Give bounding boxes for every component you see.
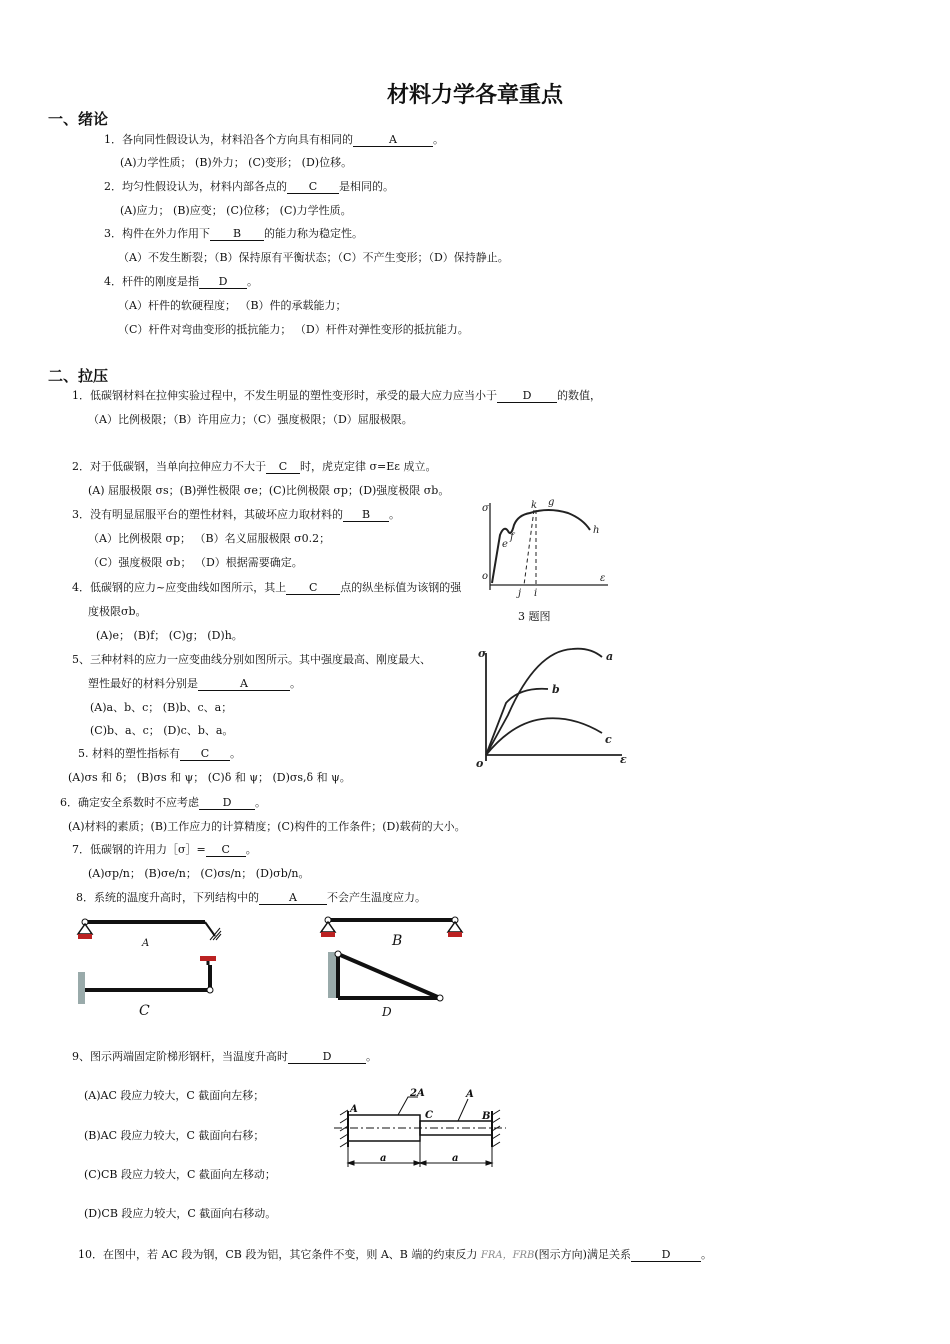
q2-1-options: （A）比例极限；（B）许用应力；（C）强度极限；（D）屈服极限。 xyxy=(88,413,413,426)
q2-5-line2: 塑性最好的材料分别是 A 。 xyxy=(88,677,301,690)
fig8-label-d: D xyxy=(382,1005,392,1019)
q1-3-options: （A）不发生断裂；（B）保持原有平衡状态；（C）不产生变形；（D）保持静止。 xyxy=(118,251,509,264)
q2-2: 2．对于低碳钢，当单向拉伸应力不大于 C 时，虎克定律 σ=Eε 成立。 xyxy=(72,460,437,473)
fig5-c-label: c xyxy=(605,733,612,746)
fig9-label-a2: a xyxy=(452,1153,459,1164)
fig8-label-a: A xyxy=(142,938,150,949)
q2-5: 5、三种材料的应力一应变曲线分别如图所示。其中强度最高、刚度最大、 xyxy=(72,653,431,666)
q2-6-options: (A)σs 和 δ； (B)σs 和 ψ； (C)δ 和 ψ； (D)σs,δ 和 ψ。 xyxy=(68,771,351,784)
fig5-a-label: a xyxy=(606,650,614,663)
q2-5-options-2: (C)b、a、c； (D)c、b、a。 xyxy=(90,724,234,737)
q2-4: 4．低碳钢的应力~应变曲线如图所示，其上 C 点的纵坐标值为该钢的强 xyxy=(72,581,462,594)
q2-6: 5. 材料的塑性指标有 C 。 xyxy=(78,747,241,760)
q1-3: 3．构件在外力作用下 B 的能力称为稳定性。 xyxy=(104,227,363,240)
q2-5-options-1: (A)a、b、c； (B)b、c、a； xyxy=(90,701,233,714)
q2-2-options: (A) 屈服极限 σs；(B)弹性极限 σe；(C)比例极限 σp；(D)强度极限 σb。 xyxy=(88,484,450,497)
q1-4-options-1: （A）杆件的软硬程度； （B）件的承载能力； xyxy=(118,299,347,312)
fig9-label-a-left: A xyxy=(350,1104,358,1115)
fig5-eps-label: ε xyxy=(620,753,627,766)
fig9-label-a1: a xyxy=(380,1153,387,1164)
q2-7: 6．确定安全系数时不应考虑 D 。 xyxy=(60,796,266,809)
q1-4: 4．杆件的刚度是指 D 。 xyxy=(104,275,258,288)
q1-4-options-2: （C）杆件对弯曲变形的抵抗能力； （D）杆件对弹性变形的抵抗能力。 xyxy=(118,323,469,336)
fig9-label-b: B xyxy=(482,1111,491,1122)
q2-9: 8．系统的温度升高时，下列结构中的 A 不会产生温度应力。 xyxy=(76,891,426,904)
q2-10-option-d: (D)CB 段应力较大，C 截面向右移动。 xyxy=(84,1207,277,1220)
fig-stress-strain-steel xyxy=(478,495,618,600)
fig5-b-label: b xyxy=(552,683,560,696)
q2-4-options: (A)e； (B)f； (C)g； (D)h。 xyxy=(96,629,243,642)
q1-2-options: (A)应力； (B)应变； (C)位移； (C)力学性质。 xyxy=(120,204,352,217)
q2-10-option-a: (A)AC 段应力较大，C 截面向左移； xyxy=(84,1089,265,1102)
q2-3-options-2: （C）强度极限 σb； （D）根据需要确定。 xyxy=(88,556,303,569)
q2-3: 3．没有明显屈服平台的塑性材料，其破坏应力取材料的 B 。 xyxy=(72,508,400,521)
q1-1-options: (A)力学性质； (B)外力； (C)变形； (D)位移。 xyxy=(120,156,353,169)
fig3-j-label: j xyxy=(518,588,522,599)
q2-8-options: (A)σp/n； (B)σe/n； (C)σs/n； (D)σb/n。 xyxy=(88,867,310,880)
fig8-label-b: B xyxy=(392,933,403,949)
fig9-label-2a: 2A xyxy=(410,1088,425,1099)
fig3-e-label: e xyxy=(502,539,508,550)
q2-11: 10．在图中，若 AC 段为钢，CB 段为铝，其它条件不变，则 A、B 端的约束反力 FRA，FRB(图示方向)满足关系 D 。 xyxy=(78,1248,712,1261)
page-title: 材料力学各章重点 xyxy=(386,83,563,108)
fig-three-materials xyxy=(472,643,632,769)
fig3-o-label: o xyxy=(482,571,489,582)
q2-10: 9、图示两端固定阶梯形钢杆，当温度升高时 D 。 xyxy=(72,1050,377,1063)
fig3-sigma-label: σ xyxy=(482,503,489,514)
fig9-label-c: C xyxy=(425,1110,433,1121)
fig-structures xyxy=(70,910,480,1022)
fig3-caption: 3 题图 xyxy=(518,610,551,623)
q2-3-options-1: （A）比例极限 σp； （B）名义屈服极限 σ0.2； xyxy=(88,532,331,545)
fig5-o-label: o xyxy=(476,757,484,769)
q2-10-option-b: (B)AC 段应力较大，C 截面向右移； xyxy=(84,1129,265,1142)
fig3-f-label: f xyxy=(510,532,514,543)
structure-c xyxy=(78,956,216,1004)
fig-stepped-bar xyxy=(330,1085,510,1173)
q2-1: 1．低碳钢材料在拉伸实验过程中，不发生明显的塑性变形时，承受的最大应力应当小于 D 的数值， xyxy=(72,389,601,402)
section-heading-1: 一、绪论 xyxy=(48,110,109,128)
q2-7-options: (A)材料的素质；(B)工作应力的计算精度；(C)构件的工作条件；(D)载荷的大小。 xyxy=(68,820,466,833)
fig3-g-label: g xyxy=(548,497,555,508)
fig3-eps-label: ε xyxy=(600,573,606,584)
fig8-label-c: C xyxy=(139,1003,150,1019)
q2-4-line2: 度极限σb。 xyxy=(88,605,147,618)
fig3-k-label: k xyxy=(531,500,538,511)
structure-a xyxy=(78,919,221,940)
structure-d xyxy=(328,951,443,1001)
q1-1: 1．各向同性假设认为，材料沿各个方向具有相同的 A 。 xyxy=(104,133,444,146)
fig9-label-a-area: A xyxy=(466,1089,474,1100)
fig3-h-label: h xyxy=(593,525,600,536)
q2-10-option-c: (C)CB 段应力较大，C 截面向左移动； xyxy=(84,1168,276,1181)
fig3-i-label: i xyxy=(534,588,538,599)
q2-8: 7．低碳钢的许用力［σ］= C 。 xyxy=(72,843,257,856)
q1-2: 2．均匀性假设认为，材料内部各点的 C 是相同的。 xyxy=(104,180,394,193)
fig5-sigma-label: σ xyxy=(478,647,487,660)
section-heading-2: 二、拉压 xyxy=(48,367,109,385)
